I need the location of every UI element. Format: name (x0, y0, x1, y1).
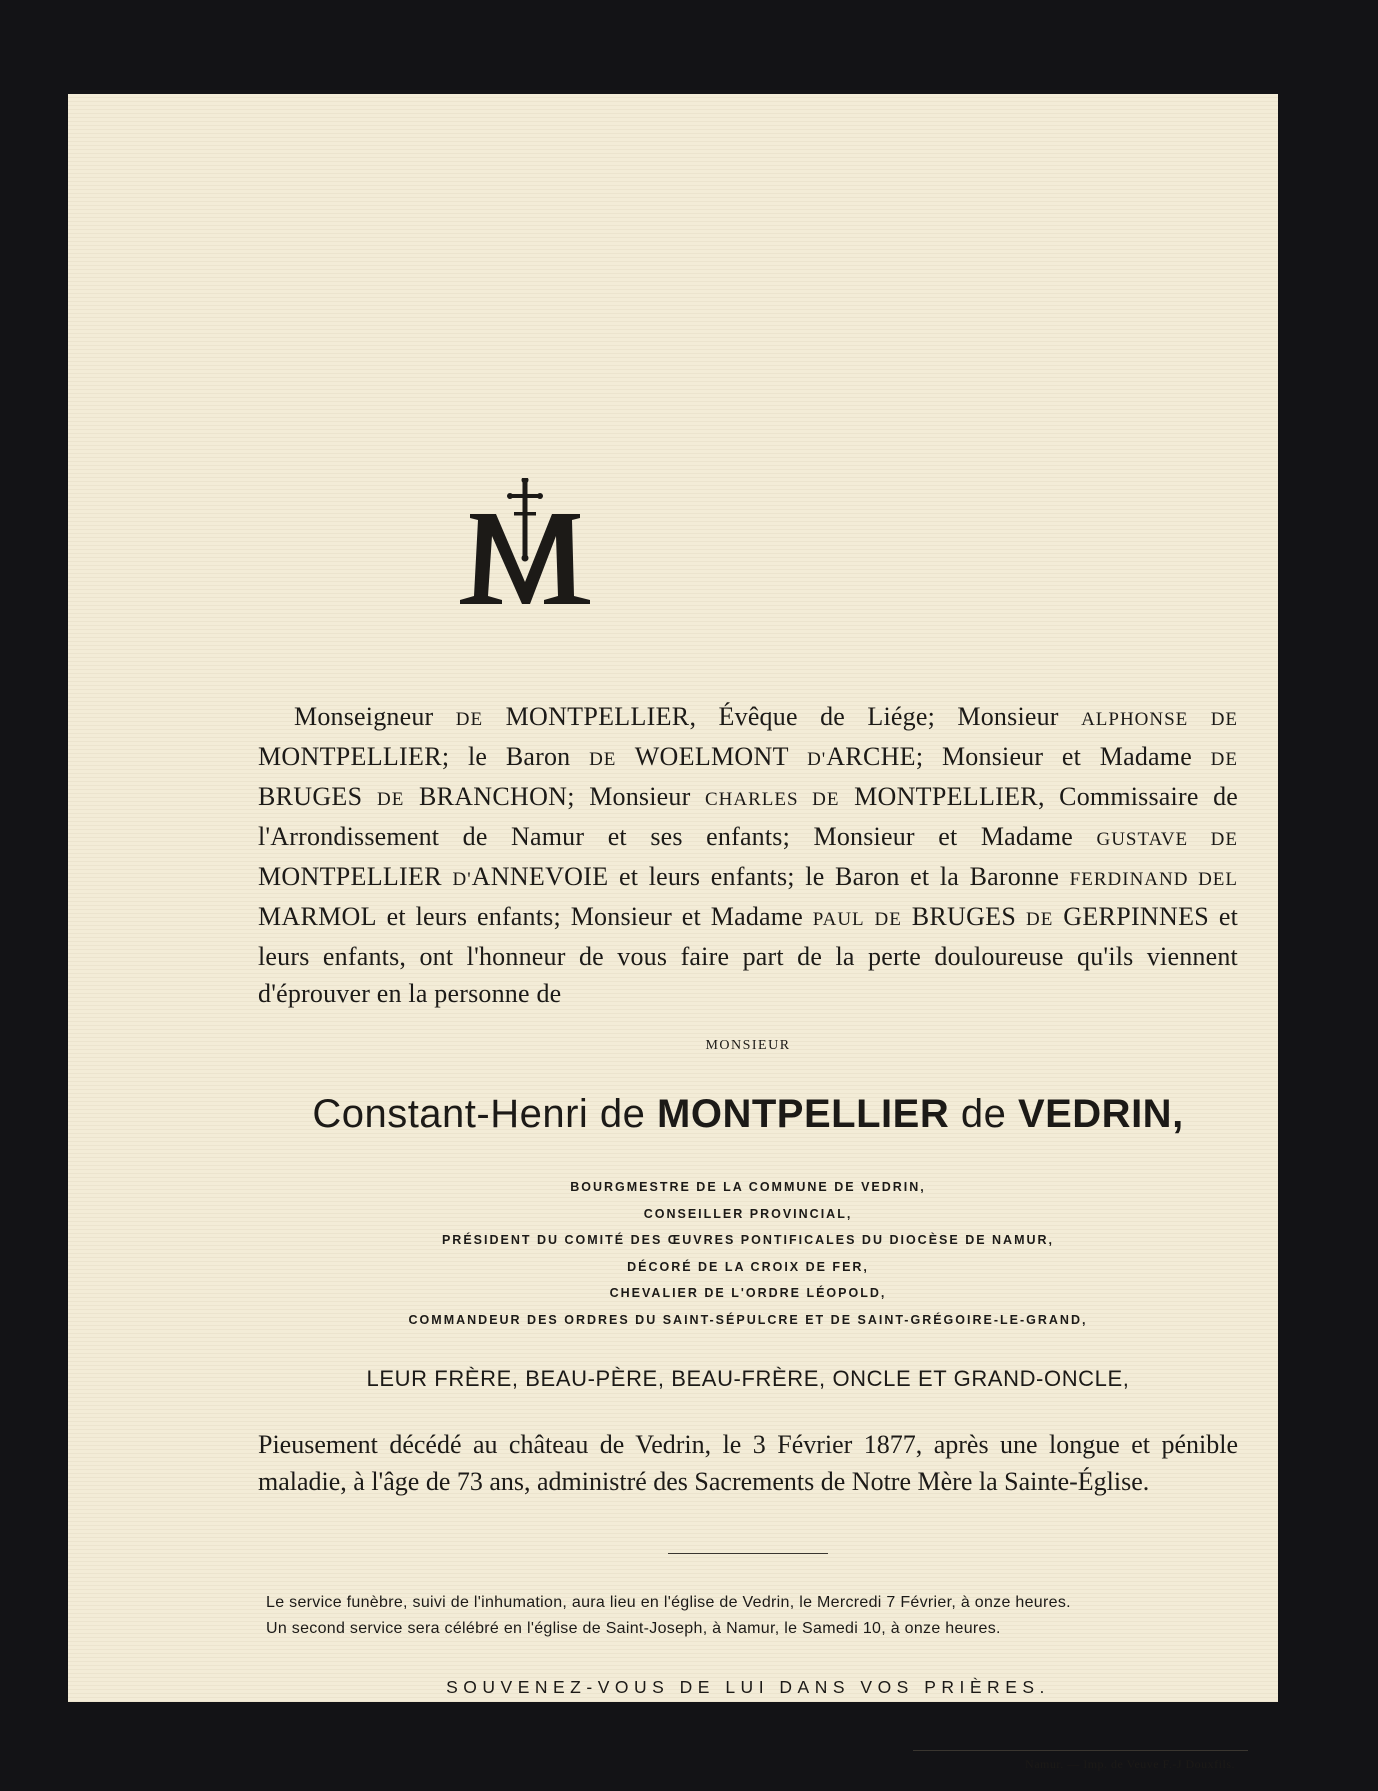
title-line: COMMANDEUR DES ORDRES DU SAINT-SÉPULCRE ET DE SAINT-GRÉGOIRE-LE-GRAND, (408, 1312, 1088, 1327)
text-segment: , Commissaire de l'Arrondissement de Namur et ses enfants; Monsieur et Madame (258, 782, 1239, 851)
family-name: MARMOL (258, 902, 377, 931)
particle: DE (1188, 829, 1239, 850)
family-name: ANNEVOIE (471, 862, 609, 891)
particle: D' (807, 749, 827, 770)
divider-rule (668, 1553, 828, 1554)
title-line: DÉCORÉ DE LA CROIX DE FER, (627, 1259, 869, 1274)
prayer-request: SOUVENEZ-VOUS DE LUI DANS VOS PRIÈRES. (446, 1677, 1050, 1697)
particle: DE (798, 789, 840, 810)
title-line: BOURGMESTRE DE LA COMMUNE DE VEDRIN, (570, 1180, 926, 1194)
deceased-given-name: Constant-Henri de (312, 1092, 658, 1136)
family-name: BRUGES (901, 902, 1027, 931)
family-name: MONTPELLIER (839, 782, 1038, 811)
funeral-notice-card (68, 94, 1278, 1771)
particle: DE (1210, 709, 1239, 730)
given-name: CHARLES (704, 789, 799, 810)
printer-imprint: Namur. — Imp. de Veuve F.-J Douxfils. (1025, 1757, 1235, 1771)
printer-divider (913, 1750, 1248, 1751)
honorific: MONSIEUR (705, 1038, 791, 1053)
particle: D' (452, 869, 472, 890)
given-name: FERDINAND (1069, 869, 1189, 890)
deceased-titles (258, 1174, 1238, 1333)
death-details-paragraph: Pieusement décédé au château de Vedrin, le 3 Février 1877, après une longue et pénible maladie, à l'âge de 73 ans, administré des Sacrements de Notre Mère la Sainte-Église. (258, 1430, 1238, 1496)
text-segment: Monseigneur (294, 702, 456, 731)
family-name: MONTPELLIER (258, 862, 453, 891)
text-segment: et leurs enfants; le Baron et la Baronne (608, 862, 1070, 891)
text-segment: et leurs enfants, ont l'honneur de vous faire part de la perte douloureuse qu'ils viennent d'éprouver en la personne de (258, 902, 1239, 1008)
given-name: GUSTAVE (1096, 829, 1189, 850)
deceased-territorial-name: VEDRIN, (1017, 1092, 1184, 1136)
given-name: PAUL (812, 909, 865, 930)
family-name: MONTPELLIER (483, 702, 690, 731)
family-name: MONTPELLIER (258, 742, 442, 771)
particle: DE (589, 749, 617, 770)
family-name: BRANCHON (404, 782, 568, 811)
title-line: CHEVALIER DE L'ORDRE LÉOPOLD, (609, 1286, 887, 1300)
particle: DE (377, 789, 405, 810)
particle: DEL (1188, 869, 1239, 890)
family-name: BRUGES (258, 782, 377, 811)
text-segment: ; le Baron (441, 742, 590, 771)
particle: DE (874, 909, 902, 930)
service-line: Un second service sera célébré en l'église de Saint-Joseph, à Namur, le Samedi 10, à onze heures. (266, 1620, 1001, 1637)
given-name: ALPHONSE (1081, 709, 1189, 730)
family-relation-line: LEUR FRÈRE, BEAU-PÈRE, BEAU-FRÈRE, ONCLE ET GRAND-ONCLE, (366, 1366, 1130, 1391)
service-line: Le service funèbre, suivi de l'inhumation, aura lieu en l'église de Vedrin, le Mercredi 7 Février, à onze heures. (266, 1594, 1071, 1611)
text-segment: et leurs enfants; Monsieur et Madame (376, 902, 813, 931)
particle: DE (1210, 749, 1238, 770)
title-line: CONSEILLER PROVINCIAL, (643, 1206, 853, 1221)
title-line: PRÉSIDENT DU COMITÉ DES ŒUVRES PONTIFICALES DU DIOCÈSE DE NAMUR, (441, 1233, 1055, 1247)
text-segment: ; Monsieur et Madame (915, 742, 1211, 771)
family-name: ARCHE (826, 742, 916, 771)
particle: DE (1026, 909, 1054, 930)
text-segment: ; Monsieur (567, 782, 705, 811)
deceased-particle: de (949, 1092, 1018, 1136)
service-details (266, 1590, 1246, 1642)
deceased-name (258, 1092, 1238, 1137)
announcement-paragraph (258, 698, 1238, 1012)
family-name: WOELMONT (616, 742, 808, 771)
marian-monogram-icon (456, 478, 596, 608)
text-segment: , Évêque de Liége; Monsieur (689, 702, 1082, 731)
family-name: GERPINNES (1053, 902, 1210, 931)
deceased-surname: MONTPELLIER (657, 1092, 950, 1136)
particle: DE (455, 709, 484, 730)
